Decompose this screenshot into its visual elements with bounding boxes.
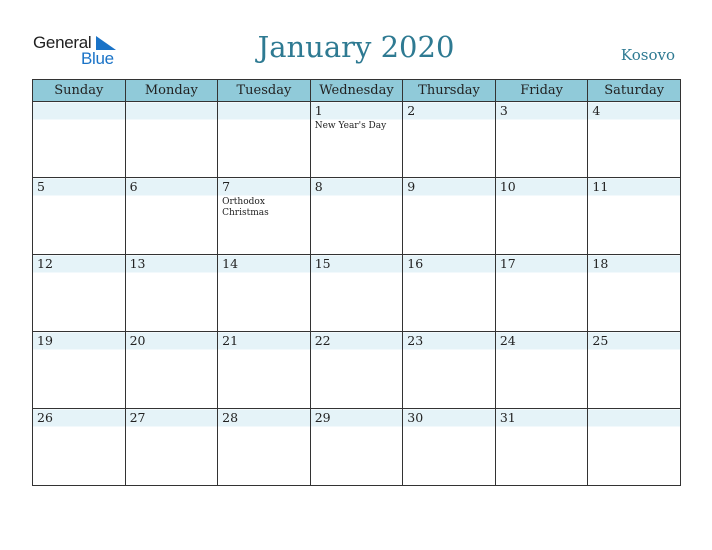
day-cell [218,255,311,332]
day-cell [588,409,681,486]
day-number: 14 [222,256,239,271]
day-number: 24 [499,333,516,348]
day-number: 25 [592,333,609,348]
day-cell [218,332,311,409]
week-row [33,255,681,332]
day-number: 6 [129,179,138,194]
weekday-header: Wednesday [310,80,403,102]
day-cell [33,178,126,255]
day-number: 22 [314,333,331,348]
day-cell [125,178,218,255]
day-cell [588,102,681,178]
day-number: 12 [37,256,53,271]
holiday-label: New Year's Day [314,121,387,131]
day-number: 2 [407,103,416,118]
day-number: 16 [407,256,424,271]
logo-text-general: General [33,33,92,52]
day-cell [403,178,496,255]
day-number [126,102,218,103]
day-number: 1 [314,103,323,118]
calendar-grid [32,79,681,486]
day-number: 19 [37,333,53,348]
week-row [33,102,681,178]
day-number: 29 [314,410,331,425]
day-number [588,409,680,410]
day-number: 21 [222,333,239,348]
day-number: 27 [129,410,146,425]
day-cell [125,409,218,486]
weekday-header-row [33,80,681,102]
day-cell [33,255,126,332]
day-number: 9 [407,179,416,194]
day-cell [588,255,681,332]
logo-text-blue: Blue [81,49,114,68]
day-cell [125,102,218,178]
day-cell [33,332,126,409]
calendar-title: January 2020 [257,30,455,64]
day-number: 5 [37,179,45,194]
day-cell [310,409,403,486]
day-number: 13 [129,256,146,271]
day-number: 3 [499,103,508,118]
day-cell [33,409,126,486]
holiday-label: Orthodox Christmas [222,197,269,218]
day-number: 28 [222,410,239,425]
day-cell [403,332,496,409]
day-number: 20 [129,333,146,348]
weekday-header: Monday [125,80,218,102]
day-cell [310,102,403,178]
day-cell [495,255,588,332]
day-number: 10 [499,179,516,194]
weekday-header: Sunday [33,80,126,102]
week-row [33,409,681,486]
day-cell [403,102,496,178]
weekday-header: Friday [495,80,588,102]
day-cell [310,178,403,255]
day-cell [125,255,218,332]
day-cell [588,178,681,255]
day-number: 15 [314,256,331,271]
day-number: 17 [499,256,516,271]
day-number: 31 [499,410,516,425]
day-cell [495,102,588,178]
day-cell [495,409,588,486]
week-row [33,332,681,409]
day-cell [403,255,496,332]
day-cell [495,332,588,409]
day-cell [403,409,496,486]
day-cell [310,255,403,332]
day-cell [218,102,311,178]
day-number [218,102,310,103]
day-number: 8 [314,179,323,194]
day-cell [588,332,681,409]
day-cell [218,178,311,255]
day-number: 18 [592,256,609,271]
day-number: 26 [37,410,53,425]
day-number: 30 [407,410,424,425]
weekday-header: Saturday [588,80,681,102]
day-number: 23 [407,333,424,348]
day-number: 4 [592,103,601,118]
day-number [33,102,125,103]
day-number: 7 [222,179,231,194]
day-cell [125,332,218,409]
day-cell [33,102,126,178]
week-row [33,178,681,255]
weekday-header: Tuesday [218,80,311,102]
day-number: 11 [592,179,609,194]
day-cell [218,409,311,486]
day-cell [310,332,403,409]
country-label: Kosovo [620,46,675,64]
day-cell [495,178,588,255]
weekday-header: Thursday [403,80,496,102]
